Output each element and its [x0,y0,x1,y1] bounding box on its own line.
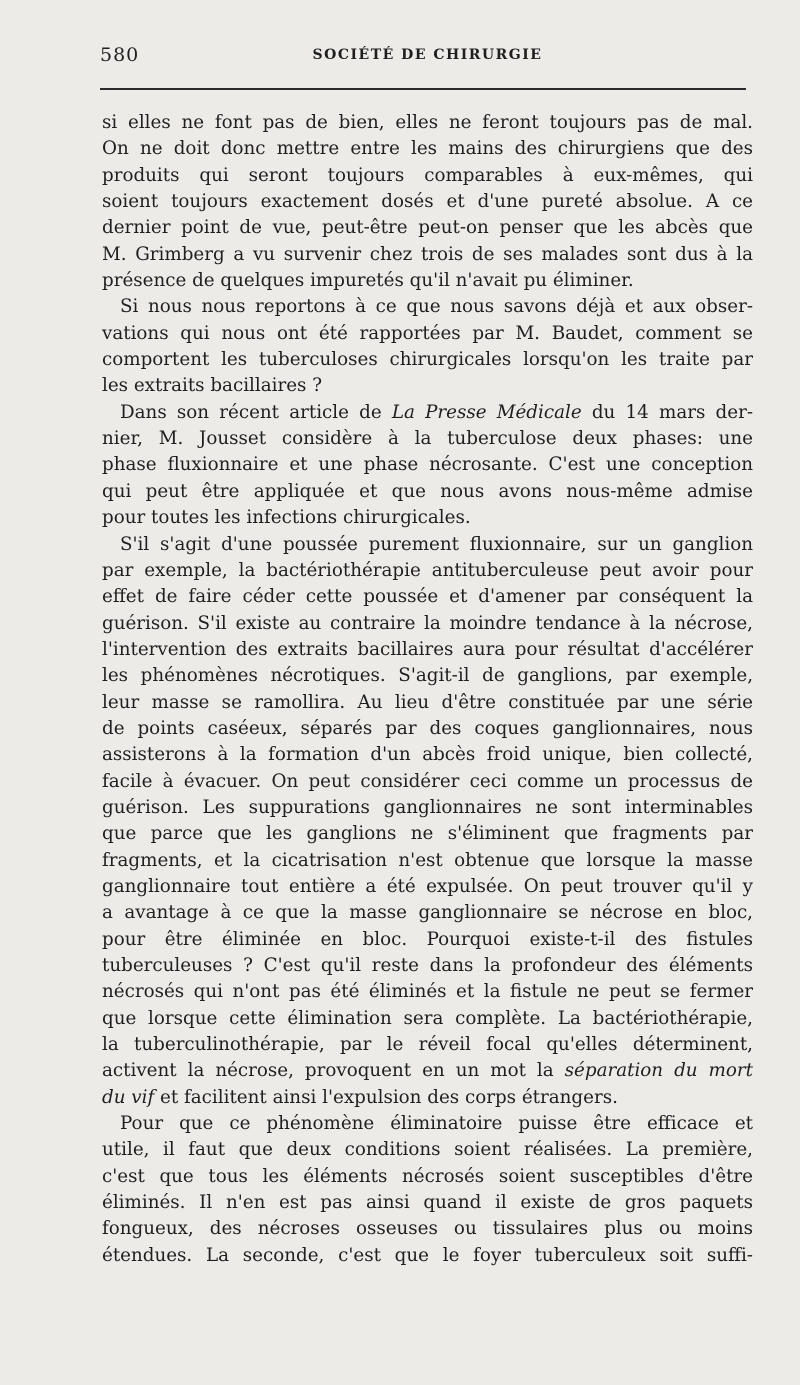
running-title: SOCIÉTÉ DE CHIRURGIE [312,47,543,63]
text-line: soient toujours exactement dosés et d'une pureté absolue. A ce [102,191,753,213]
page-header [100,44,755,74]
text-line: fongueux, des nécroses osseuses ou tissulaires plus ou moins [102,1218,753,1240]
text-line: Si nous nous reportons à ce que nous savons déjà et aux obser- [120,296,753,318]
text-line: leur masse se ramollira. Au lieu d'être constituée par une série [102,691,753,713]
text-line: Pour que ce phénomène éliminatoire puisse être efficace et [120,1113,753,1135]
text-line: guérison. Les suppurations ganglionnaires ne sont interminables [102,796,753,818]
text-line: vations qui nous ont été rapportées par M. Baudet, comment se [102,322,753,344]
text-line: comportent les tuberculoses chirurgicales lorsqu'on les traite par [102,349,753,371]
text-line: les phénomènes nécrotiques. S'agit-il de ganglions, par exemple, [102,665,753,687]
text-line: guérison. S'il existe au contraire la moindre tendance à la nécrose, [102,612,753,634]
text-line: dernier point de vue, peut-être peut-on penser que les abcès que [102,217,753,239]
text-line [102,1085,753,1111]
text-line: nécrosés qui n'ont pas été éliminés et la fistule ne peut se fermer [102,981,753,1003]
text-line: assisterons à la formation d'un abcès froid unique, bien collecté, [102,744,753,766]
text-segment: et facilitent ainsi l'expulsion des corps étrangers. [154,1086,618,1108]
text-line: étendues. La seconde, c'est que le foyer tuberculeux soit suffi- [102,1244,753,1266]
text-line: si elles ne font pas de bien, elles ne feront toujours pas de mal. [102,112,753,133]
text-line: c'est que tous les éléments nécrosés soient susceptibles d'être [102,1165,753,1187]
text-line: l'intervention des extraits bacillaires aura pour résultat d'accélérer [102,638,753,660]
text-line: phase fluxionnaire et une phase nécrosante. C'est une conception [102,454,753,476]
italic-text: La Presse Médicale [391,401,582,423]
text-line: nier, M. Jousset considère à la tuberculose deux phases: une [102,428,753,450]
body-text [102,110,753,1269]
text-line: fragments, et la cicatrisation n'est obtenue que lorsque la masse [102,849,753,871]
text-line: ganglionnaire tout entière a été expulsée. On peut trouver qu'il y [102,875,753,897]
italic-text: du vif [102,1086,155,1108]
text-line: produits qui seront toujours comparables à eux-mêmes, qui [102,164,753,186]
header-rule [100,88,746,90]
text-line: éliminés. Il n'en est pas ainsi quand il existe de gros paquets [102,1192,753,1214]
text-line: M. Grimberg a vu survenir chez trois de ses malades sont dus à la [102,243,753,265]
text-line: les extraits bacillaires ? [102,375,323,397]
text-line: de points caséeux, séparés par des coques ganglionnaires, nous [102,717,753,739]
text-segment: du 14 mars der- [581,401,753,423]
text-line: tuberculeuses ? C'est qu'il reste dans la profondeur des éléments [102,955,753,976]
text-line: que lorsque cette élimination sera complète. La bactériothérapie, [102,1007,753,1029]
text-line: qui peut être appliquée et que nous avons nous-même admise [102,480,753,502]
text-line: S'il s'agit d'une poussée purement fluxionnaire, sur un ganglion [120,533,753,555]
text-line: pour être éliminée en bloc. Pourquoi existe-t-il des fistules [102,928,753,950]
page-number: 580 [100,44,140,66]
text-line: la tuberculinothérapie, par le réveil focal qu'elles déterminent, [102,1034,753,1056]
text-line [102,1058,753,1084]
text-line: facile à évacuer. On peut considérer ceci comme un processus de [102,770,753,792]
text-line: effet de faire céder cette poussée et d'amener par conséquent la [102,586,753,608]
text-line: utile, il faut que deux conditions soient réalisées. La première, [102,1139,753,1161]
text-line: que parce que les ganglions ne s'éliminent que fragments par [102,823,753,845]
text-line: pour toutes les infections chirurgicales. [102,507,471,529]
text-segment: activent la nécrose, provoquent en un mot la [102,1060,565,1082]
text-line [102,400,753,426]
italic-text: séparation du mort [564,1060,753,1082]
text-line: On ne doit donc mettre entre les mains des chirurgiens que des [102,138,753,160]
text-line: a avantage à ce que la masse ganglionnaire se nécrose en bloc, [102,902,753,924]
text-line: par exemple, la bactériothérapie antituberculeuse peut avoir pour [102,559,753,581]
text-segment: Dans son récent article de [120,401,392,423]
text-line: présence de quelques impuretés qu'il n'avait pu éliminer. [102,270,634,292]
